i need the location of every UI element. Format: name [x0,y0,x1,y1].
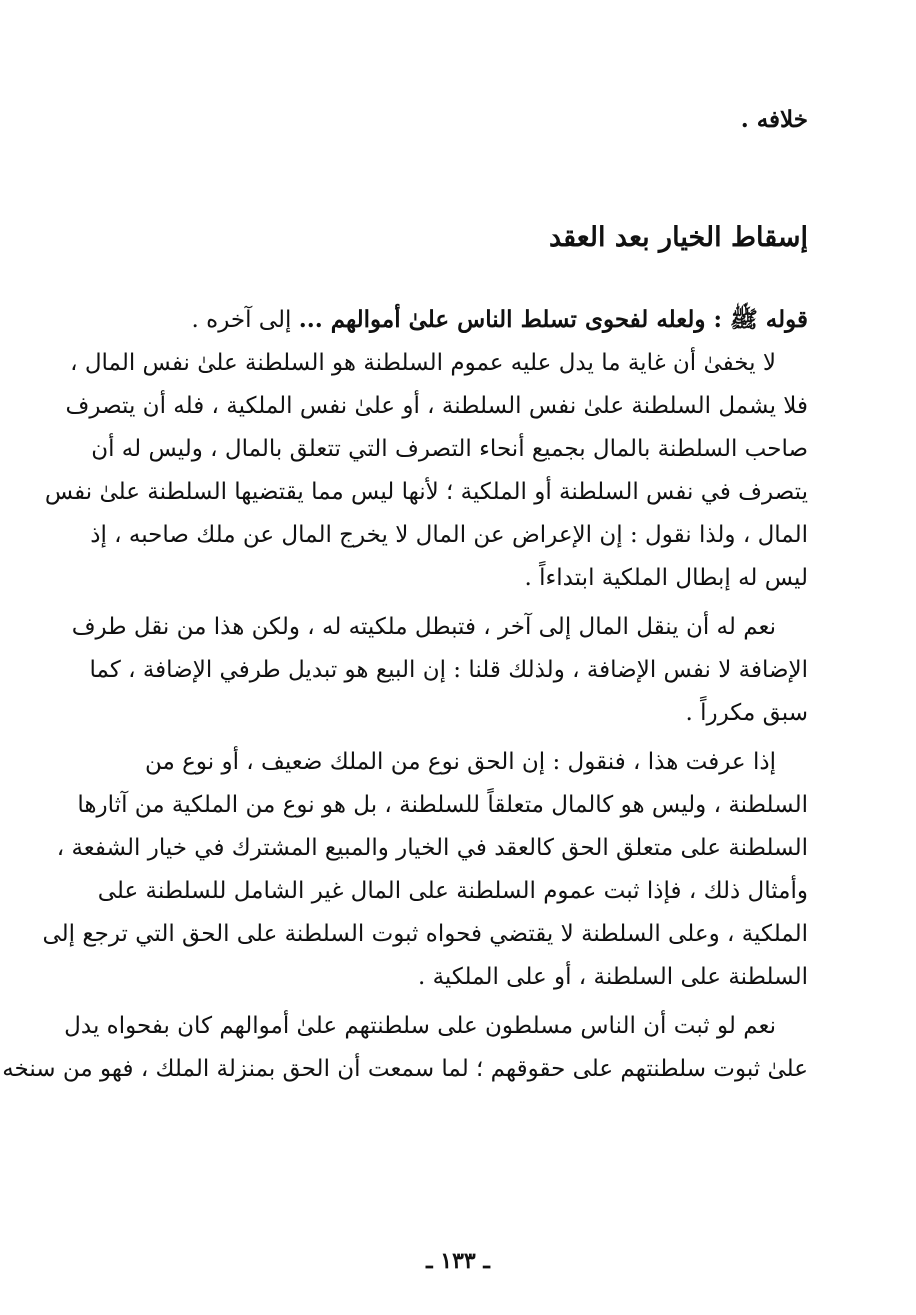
para4-line: نعم لو ثبت أن الناس مسلطون على سلطنتهم علىٰ أموالهم كان بفحواه يدل [64,1013,776,1039]
para3-line: إذا عرفت هذا ، فنقول : إن الحق نوع من الملك ضعيف ، أو نوع من [145,749,776,775]
para2-line: الإضافة لا نفس الإضافة ، ولذلك قلنا : إن البيع هو تبديل طرفي الإضافة ، كما [89,657,808,683]
para1-line: ليس له إبطال الملكية ابتداءاً . [524,565,808,591]
para3-line: السلطنة ، وليس هو كالمال متعلقاً للسلطنة ، بل هو نوع من الملكية من آثارها [77,792,808,818]
para3-line: السلطنة على متعلق الحق كالعقد في الخيار والمبيع المشترك في خيار الشفعة ، [56,835,808,861]
para2-line: نعم له أن ينقل المال إلى آخر ، فتبطل ملكيته له ، ولكن هذا من نقل طرف [71,614,776,640]
para1-line: فلا يشمل السلطنة علىٰ نفس السلطنة ، أو علىٰ نفس الملكية ، فله أن يتصرف [65,393,808,419]
para1-line: يتصرف في نفس السلطنة أو الملكية ؛ لأنها ليس مما يقتضيها السلطنة علىٰ نفس [44,479,808,505]
section-heading: إسقاط الخيار بعد العقد [548,222,808,253]
para3-line: السلطنة على السلطنة ، أو على الملكية . [417,964,808,990]
para1-line: المال ، ولذا نقول : إن الإعراض عن المال لا يخرج المال عن ملك صاحبه ، إذ [90,522,808,548]
para1-line: صاحب السلطنة بالمال بجميع أنحاء التصرف التي تتعلق بالمال ، وليس له أن [91,436,808,462]
para2-line: سبق مكرراً . [685,700,808,726]
quote-line [108,298,808,342]
page-number: ـ ١٣٣ ـ [426,1248,490,1274]
quote-rest: إلى آخره . [191,307,299,333]
para4-line: علىٰ ثبوت سلطنتهم على حقوقهم ؛ لما سمعت أن الحق بمنزلة الملك ، فهو من سنخه [2,1056,808,1082]
body-text [2,298,808,1091]
quote-bold: قوله ﷺ : ولعله لفحوى تسلط الناس علىٰ أموالهم ... [298,306,808,333]
para1-line: لا يخفىٰ أن غاية ما يدل عليه عموم السلطنة هو السلطنة علىٰ نفس المال ، [70,350,776,376]
continuation-fragment: خلافه . [740,106,808,133]
para3-line: وأمثال ذلك ، فإذا ثبت عموم السلطنة على المال غير الشامل للسلطنة على [97,878,808,904]
para3-line: الملكية ، وعلى السلطنة لا يقتضي فحواه ثبوت السلطنة على الحق التي ترجع إلى [42,921,808,947]
